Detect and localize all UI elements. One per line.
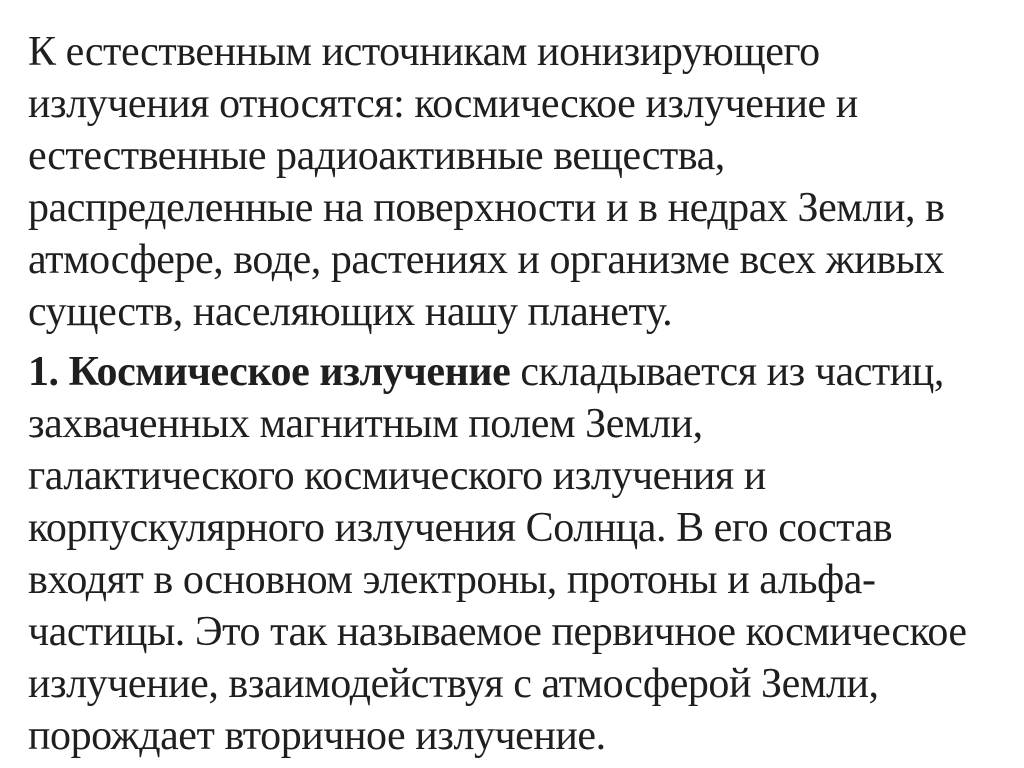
text-line: корпускулярного излучения Солнца. В его состав xyxy=(28,505,893,551)
text-line: К естественным источникам ионизирующего xyxy=(28,29,820,75)
text-run: складывается из частиц, xyxy=(510,349,944,395)
text-line: естественные радиоактивные вещества, xyxy=(28,133,725,179)
text-line: излучение, взаимодействуя с атмосферой Земли, xyxy=(28,661,879,707)
text-line: излучения относятся: космическое излучение и xyxy=(28,81,858,127)
text-line: атмосфере, воде, растениях и организме всех живых xyxy=(28,237,944,283)
paragraph-natural-sources xyxy=(28,26,996,338)
text-line-first xyxy=(28,346,996,398)
text-line: распределенные на поверхности и в недрах Земли, в xyxy=(28,185,945,231)
paragraph-cosmic-radiation xyxy=(28,346,996,762)
section-heading: 1. Космическое излучение xyxy=(28,349,511,395)
text-line: галактического космического излучения и xyxy=(28,453,766,499)
text-line: входят в основном электроны, протоны и альфа- xyxy=(28,557,876,603)
text-line: существ, населяющих нашу планету. xyxy=(28,289,673,335)
text-line: захваченных магнитным полем Земли, xyxy=(28,401,703,447)
text-line: порождает вторичное излучение. xyxy=(28,713,606,759)
text-line: частицы. Это так называемое первичное космическое xyxy=(28,609,967,655)
